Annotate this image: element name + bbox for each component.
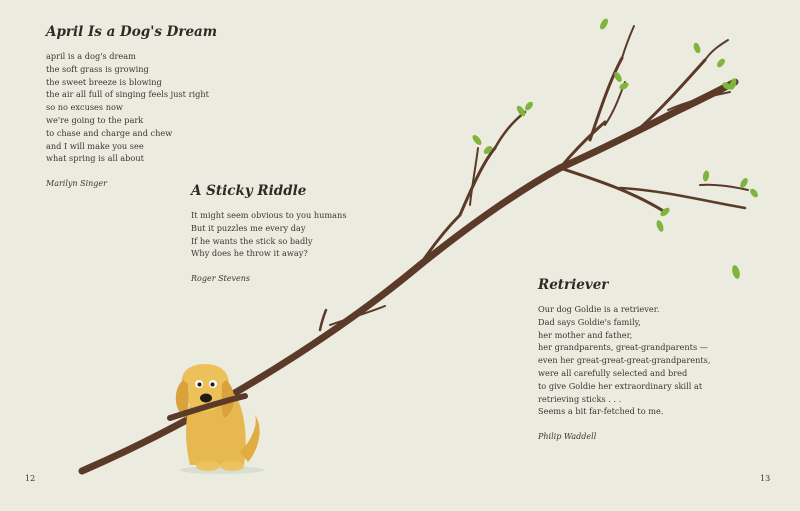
poem-line: the air all full of singing feels just right bbox=[46, 89, 209, 100]
poem-retriever bbox=[538, 277, 710, 441]
poem-line: were all carefully selected and bred bbox=[538, 367, 688, 378]
poem-author: Roger Stevens bbox=[191, 274, 251, 284]
dog-illustration bbox=[176, 364, 260, 471]
poem-line: and I will make you see bbox=[46, 140, 144, 151]
poem-lines bbox=[538, 303, 710, 418]
poem-line: to give Goldie her extraordinary skill at bbox=[538, 380, 703, 391]
poem-line: But it puzzles me every day bbox=[191, 222, 306, 233]
page-number-right: 13 bbox=[760, 474, 771, 483]
poem-line: Seems a bit far-fetched to me. bbox=[538, 406, 664, 417]
poem-line: the sweet breeze is blowing bbox=[46, 76, 162, 87]
poem-title: April Is a Dog's Dream bbox=[46, 24, 218, 40]
poem-line: retrieving sticks . . . bbox=[538, 393, 622, 404]
poem-title: A Sticky Riddle bbox=[191, 183, 307, 199]
poem-line: her grandparents, great-grandparents — bbox=[538, 342, 708, 353]
poem-line: Our dog Goldie is a retriever. bbox=[538, 304, 660, 314]
poem-april-is-a-dogs-dream bbox=[46, 24, 217, 188]
poem-line: even her great-great-great-grandparents, bbox=[538, 355, 711, 366]
poem-line: It might seem obvious to you humans bbox=[191, 210, 347, 220]
page-number-left: 12 bbox=[25, 474, 36, 483]
poem-author: Marilyn Singer bbox=[46, 179, 107, 189]
poem-a-sticky-riddle bbox=[191, 183, 347, 283]
poem-line: we're going to the park bbox=[46, 114, 144, 125]
poem-line: Why does he throw it away? bbox=[191, 248, 308, 259]
poem-line: her mother and father, bbox=[538, 329, 633, 340]
poem-author: Philip Waddell bbox=[538, 432, 597, 442]
poem-line: what spring is all about bbox=[46, 153, 144, 164]
poem-line: to chase and charge and chew bbox=[46, 127, 173, 138]
poem-line: so no excuses now bbox=[46, 102, 123, 113]
poem-title: Retriever bbox=[538, 277, 609, 293]
poem-lines bbox=[46, 50, 217, 165]
poem-line: april is a dog's dream bbox=[46, 51, 136, 61]
poem-line: If he wants the stick so badly bbox=[191, 235, 313, 246]
poem-line: the soft grass is growing bbox=[46, 63, 149, 74]
poem-lines bbox=[191, 209, 347, 260]
leaves bbox=[471, 17, 760, 279]
poem-line: Dad says Goldie's family, bbox=[538, 316, 641, 327]
